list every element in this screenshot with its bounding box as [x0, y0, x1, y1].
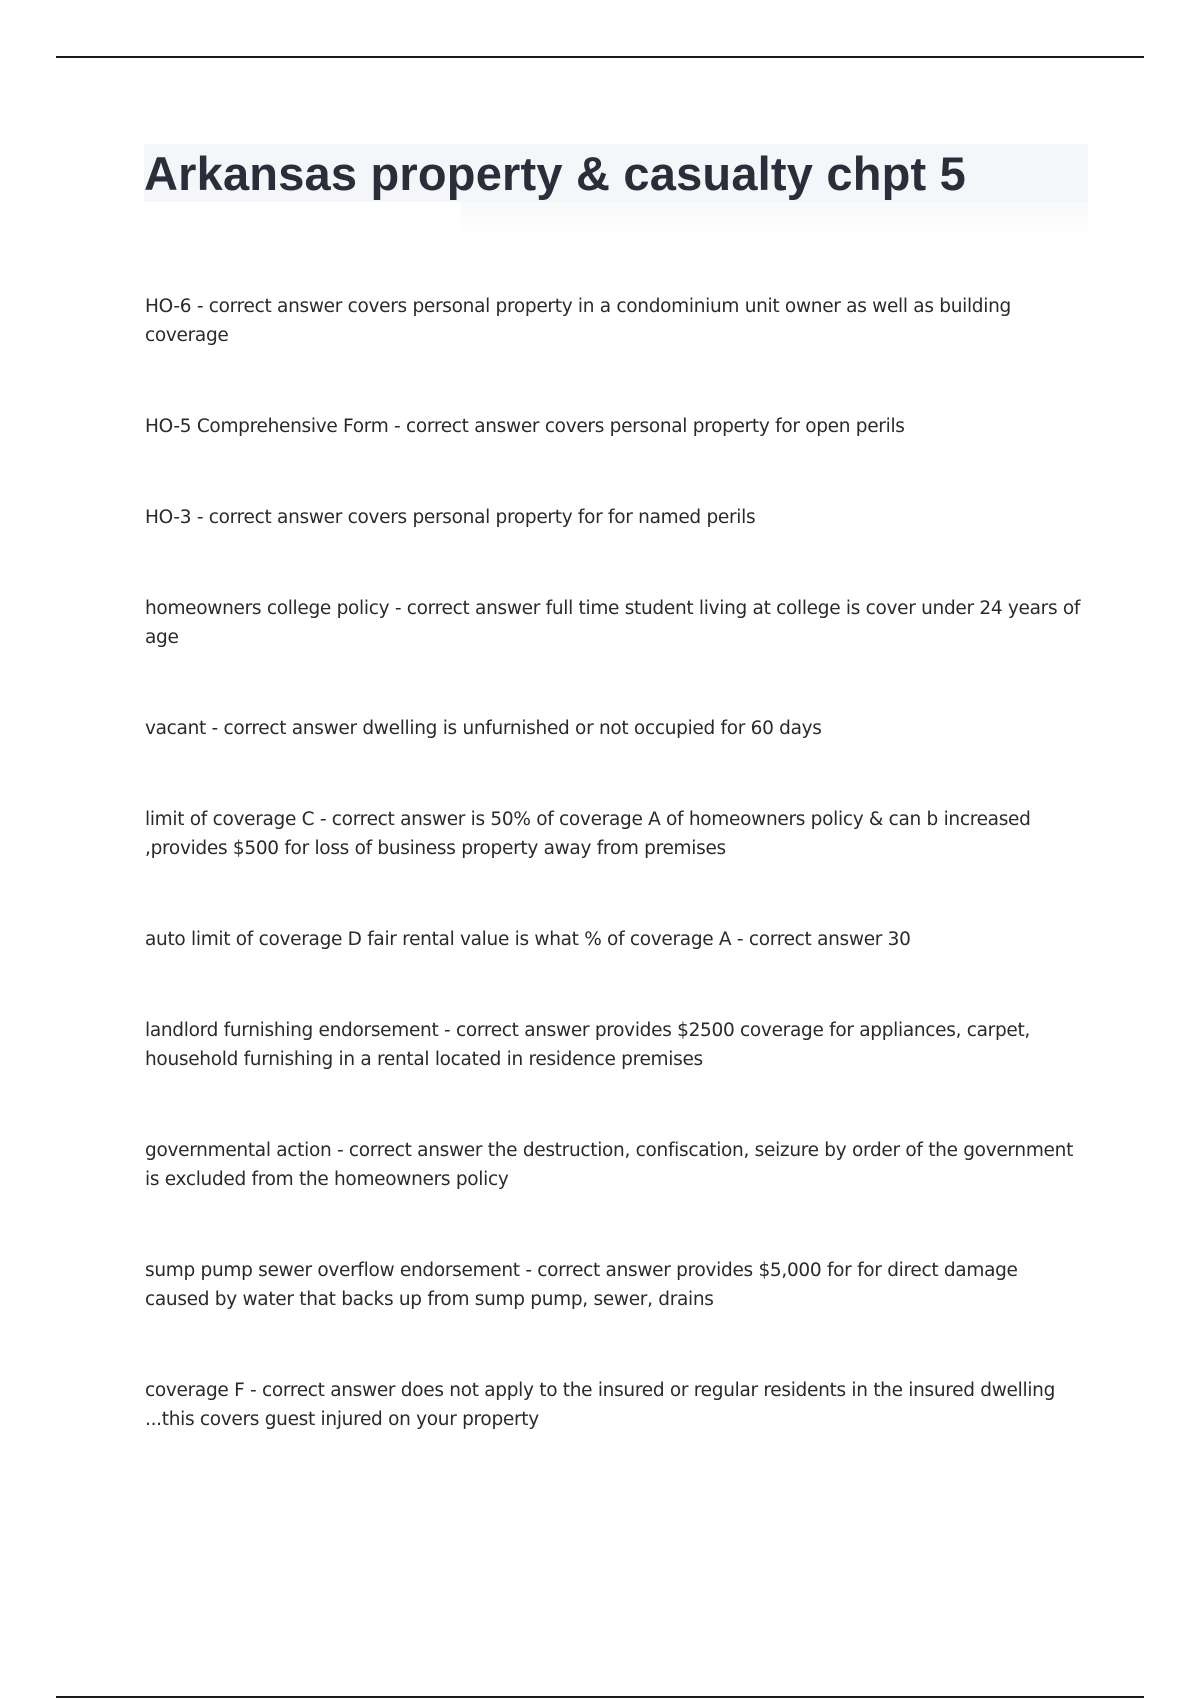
list-item: vacant - correct answer dwelling is unfurnished or not occupied for 60 days — [145, 718, 822, 739]
flashcard-list — [145, 292, 1085, 1434]
list-item: auto limit of coverage D fair rental value is what % of coverage A - correct answer 30 — [145, 929, 911, 950]
list-item: coverage F - correct answer does not apply to the insured or regular residents in the insured dwelling ...this covers guest injured on your property — [145, 1380, 1056, 1430]
page-title: Arkansas property & casualty chpt 5 — [144, 147, 966, 200]
list-item: governmental action - correct answer the destruction, confiscation, seizure by order of the government is excluded from the homeowners policy — [145, 1140, 1074, 1190]
list-item: HO-5 Comprehensive Form - correct answer covers personal property for open perils — [145, 416, 905, 437]
list-item: homeowners college policy - correct answer full time student living at college is cover under 24 years of age — [145, 598, 1081, 648]
list-item: HO-3 - correct answer covers personal property for for named perils — [145, 507, 756, 528]
list-item: limit of coverage C - correct answer is 50% of coverage A of homeowners policy & can b increased ,provides $500 for loss of business property away from premises — [145, 809, 1031, 859]
top-rule — [56, 56, 1144, 58]
bottom-rule — [56, 1696, 1144, 1698]
list-item: HO-6 - correct answer covers personal property in a condominium unit owner as well as building coverage — [145, 296, 1011, 346]
list-item: sump pump sewer overflow endorsement - correct answer provides $5,000 for for direct damage caused by water that backs up from sump pump, sewer, drains — [145, 1260, 1018, 1310]
list-item: landlord furnishing endorsement - correct answer provides $2500 coverage for appliances, carpet, household furnishing in a rental located in residence premises — [145, 1020, 1031, 1070]
title-highlight-fade — [460, 202, 1088, 238]
